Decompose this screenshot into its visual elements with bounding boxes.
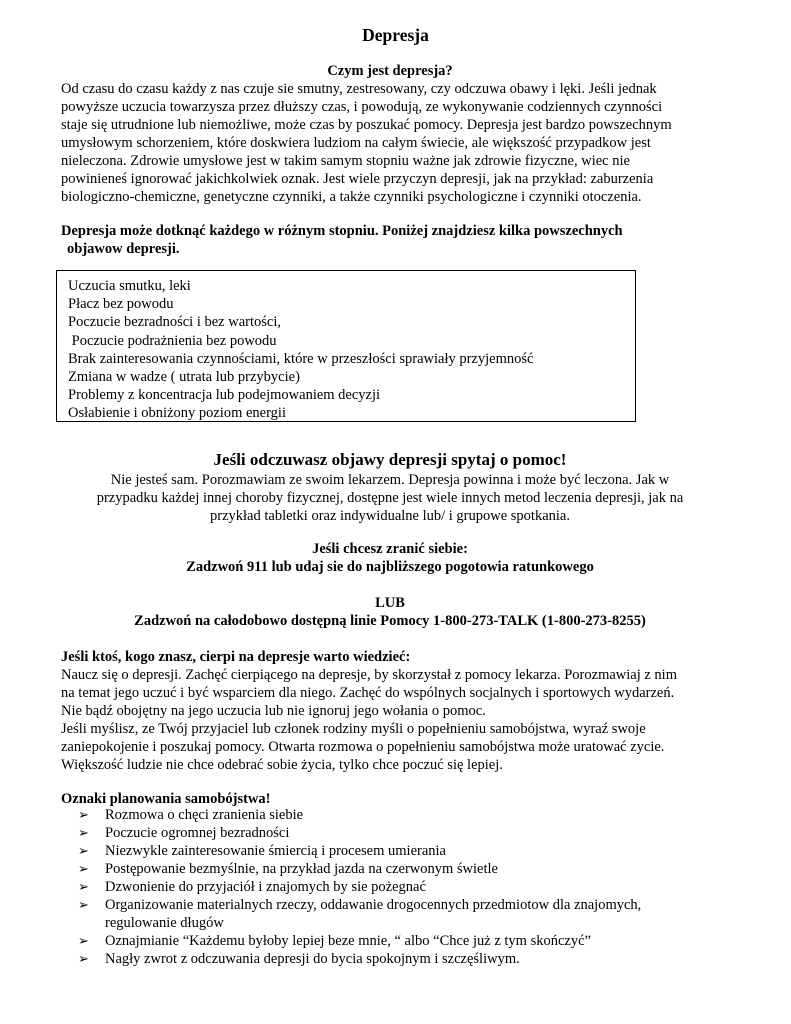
list-item-text: Organizowanie materialnych rzeczy, oddawanie drogocennych przedmiotow dla znajomych,: [105, 897, 642, 913]
section-heading-what-is: Czym jest depresja?: [327, 63, 453, 79]
hotline-section: [0, 594, 780, 630]
list-item-text: regulowanie długów: [105, 915, 224, 931]
list-item: [78, 860, 718, 878]
paragraph-line: umysłowym schorzeniem, które doskwiera ludziom na całym świecie, ale większość przypadkow jest: [61, 135, 651, 151]
symptom-item: Osłabienie i obniżony poziom energii: [68, 405, 286, 422]
arrow-bullet-icon: ➢: [78, 843, 89, 858]
signs-heading: Oznaki planowania samobójstwa!: [61, 791, 271, 807]
symptoms-box: [56, 270, 636, 422]
page-title: Depresja: [362, 25, 429, 45]
someone-section: [61, 648, 741, 774]
paragraph-line: na temat jego uczuć i być wsparciem dla niego. Zachęć do wspólnych socjalnych i sportowych wydarzeń.: [61, 685, 675, 701]
paragraph-line: Nie bądź obojętny na jego uczucia lub nie ignoruj jego wołania o pomoc.: [61, 703, 486, 719]
help-line: Nie jesteś sam. Porozmawiam ze swoim lekarzem. Depresja powinna i może być leczona. Jak w: [110, 472, 670, 488]
list-item-text: Dzwonienie do przyjaciół i znajomych by sie pożegnać: [105, 879, 426, 895]
list-item-text: Poczucie ogromnej bezradności: [105, 825, 290, 841]
arrow-bullet-icon: ➢: [78, 807, 89, 822]
arrow-bullet-icon: ➢: [78, 825, 89, 840]
arrow-bullet-icon: ➢: [78, 897, 89, 912]
paragraph-line: zaniepokojenie i poszukaj pomocy. Otwarta rozmowa o popełnieniu samobójstwa może uratować zycie.: [61, 739, 665, 755]
symptom-item: Poczucie bezradności i bez wartości,: [68, 314, 281, 331]
list-item: [78, 878, 718, 896]
list-item-text: Niezwykle zainteresowanie śmiercią i procesem umierania: [105, 843, 446, 859]
help-line: przypadku każdej innej choroby fizycznej, dostępne jest wiele innych metod leczenia depresji, jak na: [96, 490, 684, 506]
what-is-paragraph: [61, 80, 741, 206]
list-item: [78, 806, 718, 824]
emergency-line: Zadzwoń 911 lub udaj sie do najbliższego pogotowia ratunkowego: [186, 559, 594, 575]
paragraph-line: Naucz się o depresji. Zachęć cierpiącego na depresje, by skorzystał z pomocy lekarza. Porozmawiaj z nim: [61, 667, 677, 683]
paragraph-line: biologiczno-chemiczne, genetyczne czynniki, a także czynniki psychologiczne i czynniki otoczenia.: [61, 189, 642, 205]
arrow-bullet-icon: ➢: [78, 879, 89, 894]
symptom-item: Brak zainteresowania czynnościami, które w przeszłości sprawiały przyjemność: [68, 350, 534, 367]
list-item-text: Rozmowa o chęci zranienia siebie: [105, 807, 304, 823]
paragraph-line: powyższe uczucia towarzysza przez dłuższy czas, i powodują, ze wykonywanie codziennych czynności: [61, 99, 663, 115]
intro-line: objawow depresji.: [67, 241, 180, 257]
or-label: LUB: [375, 595, 405, 611]
list-item-text: Nagły zwrot z odczuwania depresji do bycia spokojnym i szczęśliwym.: [105, 951, 520, 967]
paragraph-line: Jeśli myślisz, ze Twój przyjaciel lub członek rodziny myśli o popełnieniu samobójstwa, wyraź swoje: [61, 721, 646, 737]
list-item-text: Postępowanie bezmyślnie, na przykład jazda na czerwonym świetle: [105, 861, 498, 877]
paragraph-line: staje się utrudnione lub niemożliwe, może czas by poszukać pomocy. Depresja jest bardzo powszechnym: [61, 117, 672, 133]
list-item: [78, 842, 718, 860]
symptom-item: Płacz bez powodu: [68, 296, 174, 313]
help-line: przykład tabletki oraz indywidualne lub/ i grupowe spotkania.: [210, 508, 570, 524]
signs-list: [78, 806, 718, 968]
paragraph-line: Większość ludzie nie chce odebrać sobie życia, tylko chce poczuć się lepiej.: [61, 757, 503, 773]
list-item: [78, 950, 718, 968]
list-item: [78, 824, 718, 842]
hotline-line: Zadzwoń na całodobowo dostępną linie Pomocy 1-800-273-TALK (1-800-273-8255): [134, 613, 646, 629]
help-heading: Jeśli odczuwasz objawy depresji spytaj o pomoc!: [213, 450, 567, 469]
symptom-item: Uczucia smutku, leki: [68, 278, 191, 294]
help-section: [0, 449, 780, 525]
paragraph-line: Od czasu do czasu każdy z nas czuje sie smutny, zestresowany, czy odczuwa obawy i lęki. Jeśli jednak: [61, 81, 657, 97]
list-item: [78, 896, 718, 932]
symptom-item: Zmiana w wadze ( utrata lub przybycie): [68, 369, 300, 386]
list-item-text: Oznajmianie “Każdemu byłoby lepiej beze mnie, “ albo “Chce już z tym skończyć”: [105, 933, 591, 949]
list-item: [78, 932, 718, 950]
emergency-line: Jeśli chcesz zranić siebie:: [312, 541, 468, 557]
symptom-item: Problemy z koncentracja lub podejmowaniem decyzji: [68, 387, 381, 404]
symptom-item: Poczucie podrażnienia bez powodu: [68, 332, 277, 349]
paragraph-line: nieleczona. Zdrowie umysłowe jest w takim samym stopniu ważne jak zdrowie fizyczne, wiec nie: [61, 153, 630, 169]
paragraph-line: powinieneś ignorować jakichkolwiek oznak. Jest wiele przyczyn depresji, jak na przykład: zaburzenia: [61, 171, 654, 187]
symptoms-intro: [61, 222, 741, 258]
arrow-bullet-icon: ➢: [78, 951, 89, 966]
someone-heading: Jeśli ktoś, kogo znasz, cierpi na depresje warto wiedzieć:: [61, 649, 411, 665]
intro-line: Depresja może dotknąć każdego w różnym stopniu. Poniżej znajdziesz kilka powszechnych: [61, 223, 623, 239]
arrow-bullet-icon: ➢: [78, 861, 89, 876]
arrow-bullet-icon: ➢: [78, 933, 89, 948]
emergency-section: [0, 540, 780, 576]
